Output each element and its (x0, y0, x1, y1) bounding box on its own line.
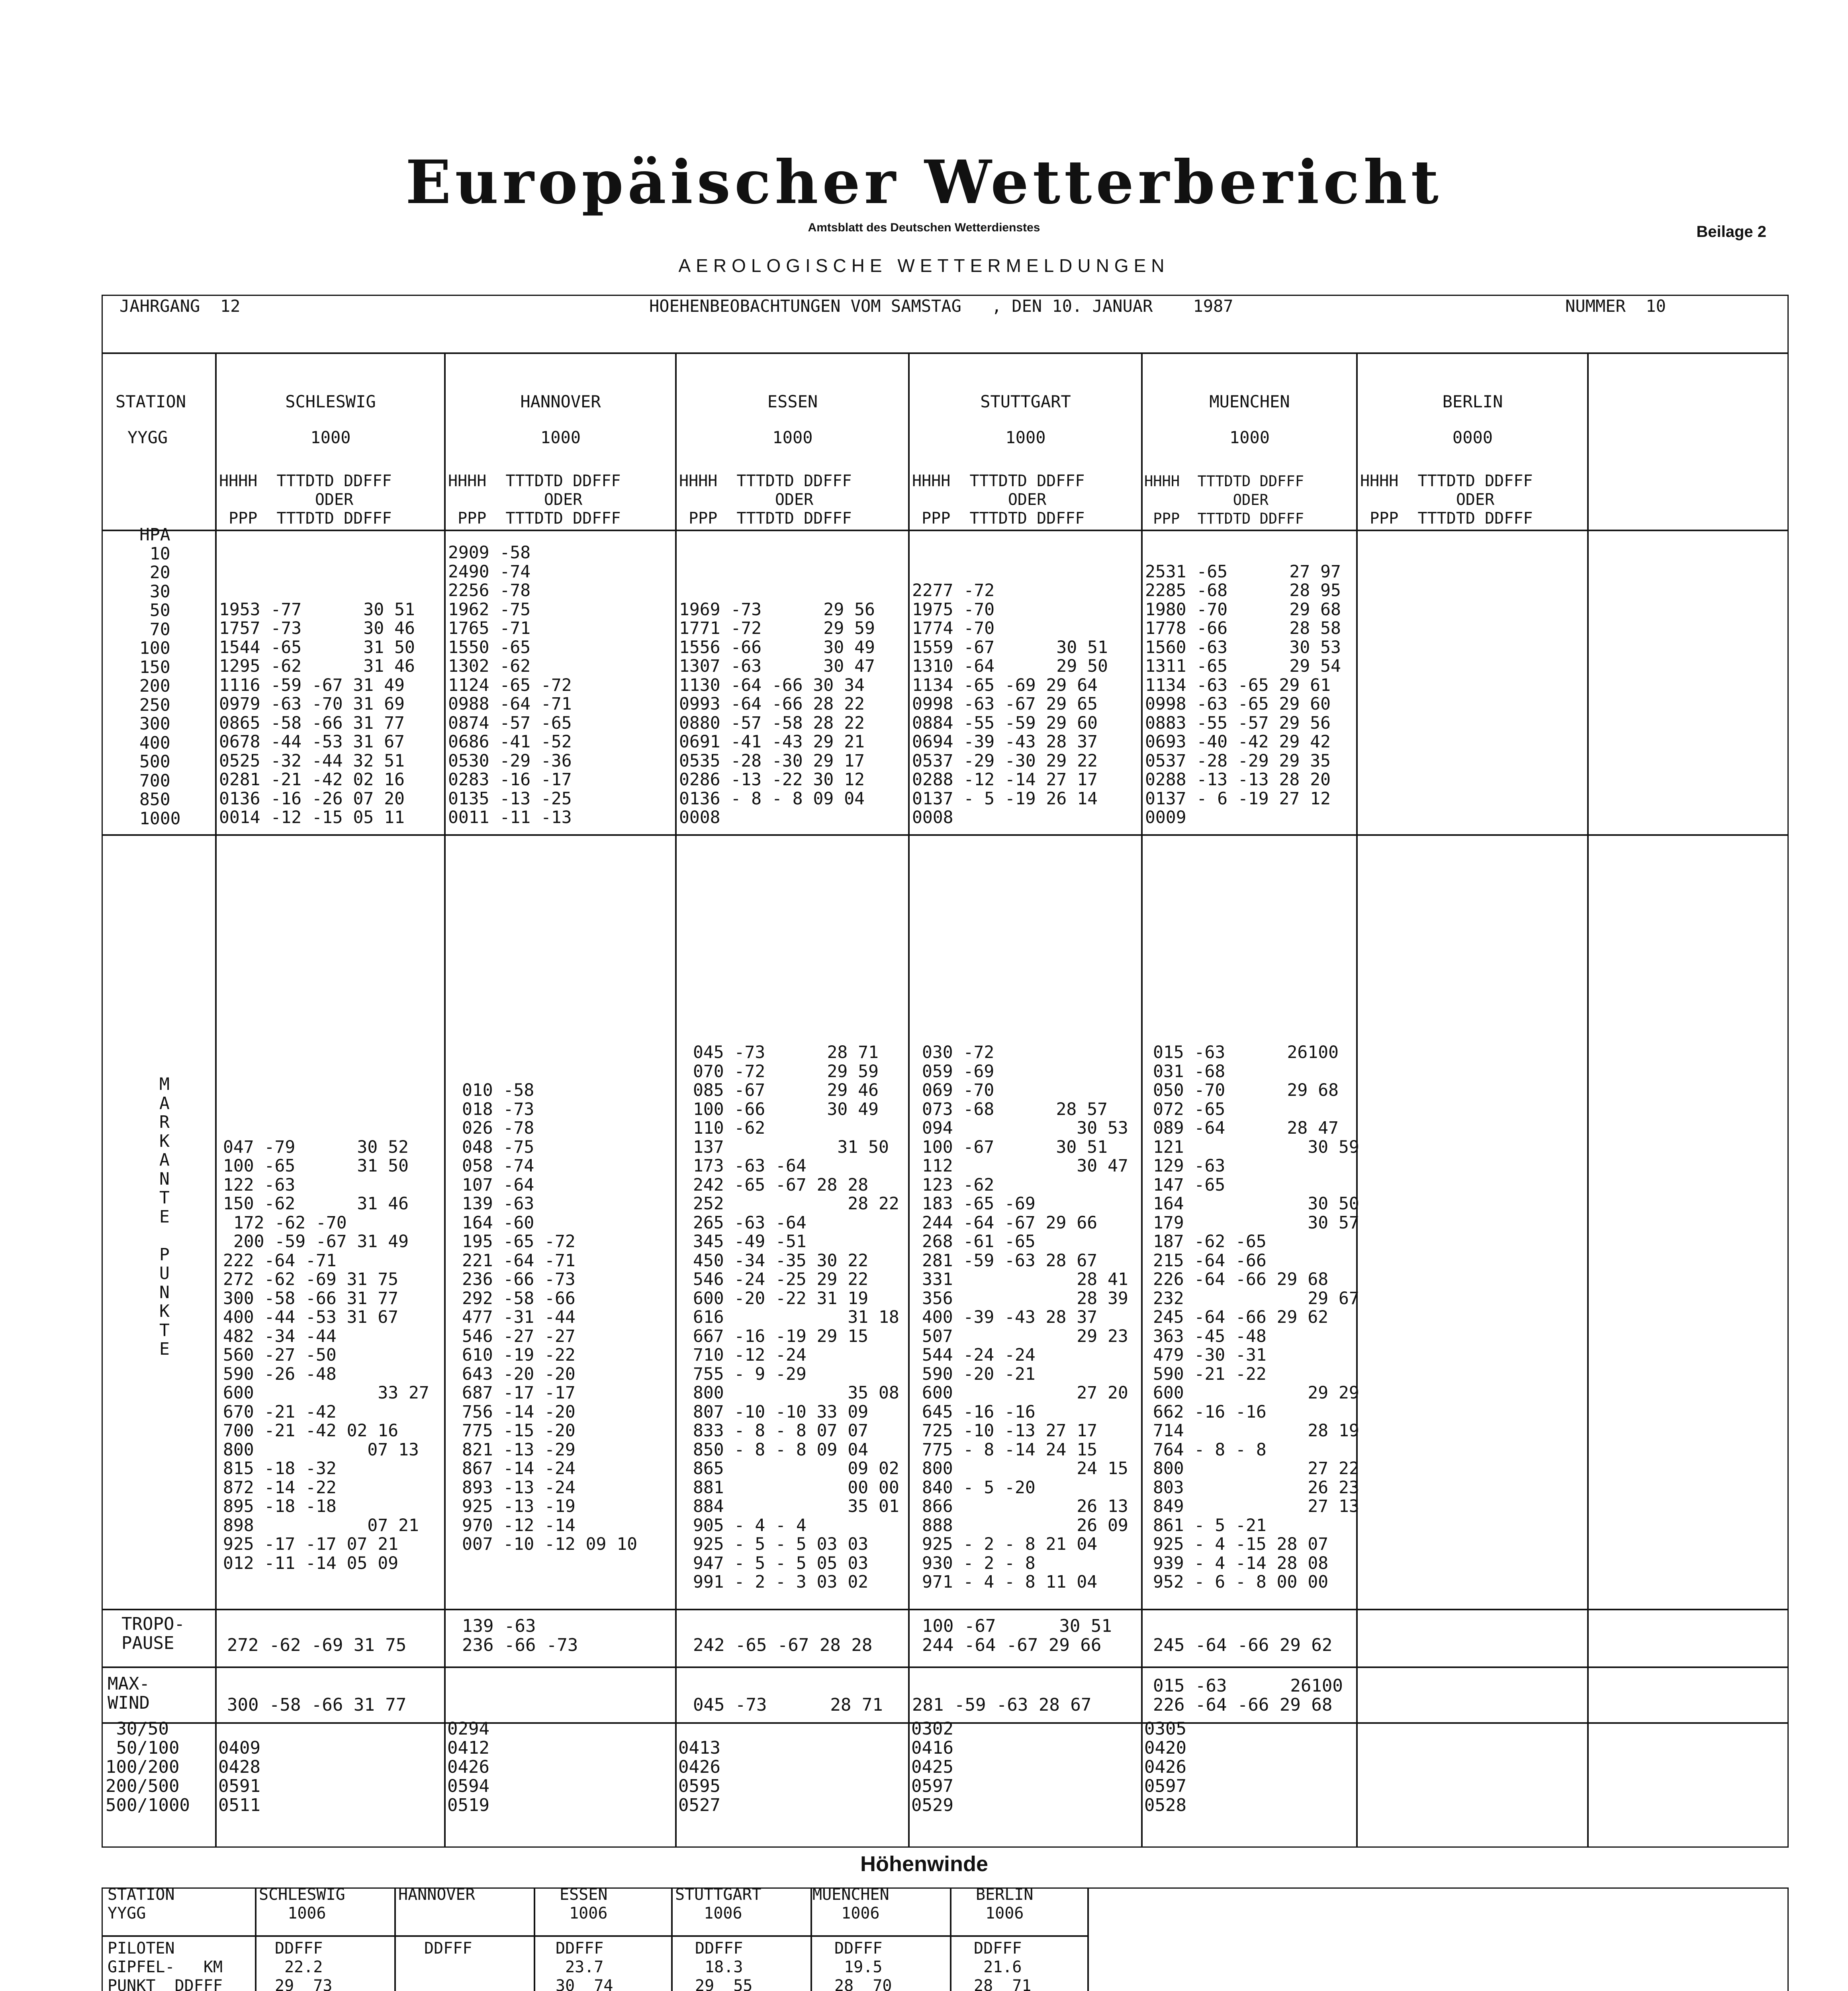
hw-station-label: STATION YYGG (108, 1885, 175, 1923)
column-header-schleswig: HHHH TTTDTD DDFFF ODER PPP TTTDTD DDFFF (219, 472, 392, 528)
hw-piloten-label: PILOTEN GIPFEL- KM PUNKT DDFFF (108, 1939, 223, 1991)
standard-levels-hannover: 2909 -58 2490 -74 2256 -78 1962 -75 1765 -71 1550 -65 1302 -62 1124 -65 -72 0988 -64 -71 0874 -57 -65 0686 -41 -52 0530 -29 -36 0283 -16 -17 0135 -13 -25 0011 -11 -13 (448, 543, 572, 827)
hw-station-stuttgart: STUTTGART 1006 (675, 1885, 762, 1923)
hw-gipfel-essen: DDFFF 23.7 30 74 (556, 1939, 613, 1991)
tropopause-schleswig: 272 -62 -69 31 75 (227, 1635, 407, 1655)
thickness-muenchen: 0305 0420 0426 0597 0528 (1144, 1719, 1186, 1815)
station-name-schleswig: SCHLESWIG (285, 392, 376, 411)
significant-points-schleswig: 047 -79 30 52 100 -65 31 50 122 -63 150 -62 31 46 172 -62 -70 200 -59 -67 31 49 222 -64 -71 272 -62 -69 31 75 300 -58 -66 31 77 400 -44 -53 31 67 482 -34 -44 560 -27 -50 590 -26 -48 600 33 27 670 -21 -42 700 -21 -42 02 16 800 07 13 815 -18 -32 872 -14 -22 895 -18 -18 898 07 21 925 -17 -17 07 21 012 -11 -14 05 09 (223, 1137, 429, 1573)
station-yygg-schleswig: 1000 (310, 428, 351, 447)
tropopause-essen: 242 -65 -67 28 28 (693, 1635, 873, 1655)
station-name-hannover: HANNOVER (520, 392, 601, 411)
hw-station-essen: ESSEN 1006 (560, 1885, 608, 1923)
tropopause-hannover: 139 -63 236 -66 -73 (462, 1616, 578, 1655)
thickness-layer-labels: 30/50 50/100 100/200 200/500 500/1000 (106, 1719, 190, 1815)
significant-points-muenchen: 015 -63 26100 031 -68 050 -70 29 68 072 -65 089 -64 28 47 121 30 59 129 -63 147 -65 164 30 50 179 30 57 187 -62 -65 215 -64 -66 226 -64 -66 29 68 232 29 67 245 -64 -66 29 62 363 -45 -48 479 -30 -31 590 -21 -22 600 29 29 662 -16 -16 714 28 19 764 - 8 - 8 800 27 22 803 26 23 849 27 13 861 - 5 -21 925 - 4 -15 28 07 939 - 4 -14 28 08 952 - 6 - 8 00 00 (1153, 1042, 1359, 1592)
significant-points-hannover: 010 -58 018 -73 026 -78 048 -75 058 -74 107 -64 139 -63 164 -60 195 -65 -72 221 -64 -71 236 -66 -73 292 -58 -66 477 -31 -44 546 -27 -27 610 -19 -22 643 -20 -20 687 -17 -17 756 -14 -20 775 -15 -20 821 -13 -29 867 -14 -24 893 -13 -24 925 -13 -19 970 -12 -14 007 -10 -12 09 10 (462, 1080, 638, 1554)
hw-station-berlin: BERLIN 1006 (976, 1885, 1034, 1923)
maxwind-label: MAX- WIND (108, 1674, 150, 1713)
section-title: AEROLOGISCHE WETTERMELDUNGEN (678, 255, 1170, 276)
column-header-essen: HHHH TTTDTD DDFFF ODER PPP TTTDTD DDFFF (679, 472, 852, 528)
station-name-essen: ESSEN (767, 392, 818, 411)
hw-station-schleswig: SCHLESWIG 1006 (259, 1885, 345, 1923)
issue-number: NUMMER 10 (1565, 296, 1666, 316)
station-yygg-hannover: 1000 (540, 428, 581, 447)
tropopause-stuttgart: 100 -67 30 51 244 -64 -67 29 66 (922, 1616, 1112, 1655)
hw-station-hannover: HANNOVER (398, 1885, 475, 1904)
standard-levels-muenchen: 2531 -65 27 97 2285 -68 28 95 1980 -70 29 68 1778 -66 28 58 1560 -63 30 53 1311 -65 29 54 1134 -63 -65 29 61 0998 -63 -65 29 60 0883 -55 -57 29 56 0693 -40 -42 29 42 0537 -28 -29 29 35 0288 -13 -13 28 20 0137 - 6 -19 27 12 0009 (1145, 561, 1341, 827)
maxwind-muenchen: 015 -63 26100 226 -64 -66 29 68 (1153, 1676, 1343, 1715)
thickness-schleswig: 0409 0428 0591 0511 (218, 1738, 260, 1815)
page-subtitle: Amtsblatt des Deutschen Wetterdienstes (808, 221, 1040, 234)
maxwind-stuttgart: 281 -59 -63 28 67 (912, 1695, 1092, 1715)
station-yygg-muenchen: 1000 (1229, 428, 1270, 447)
station-yygg-essen: 1000 (772, 428, 813, 447)
column-header-berlin: HHHH TTTDTD DDFFF ODER PPP TTTDTD DDFFF (1360, 472, 1533, 528)
hw-gipfel-schleswig: DDFFF 22.2 29 73 (275, 1939, 333, 1991)
page-title: Europäischer Wetterbericht (405, 147, 1443, 217)
thickness-stuttgart: 0302 0416 0425 0597 0529 (911, 1719, 953, 1815)
column-header-stuttgart: HHHH TTTDTD DDFFF ODER PPP TTTDTD DDFFF (912, 472, 1085, 528)
significant-points-stuttgart: 030 -72 059 -69 069 -70 073 -68 28 57 094 30 53 100 -67 30 51 112 30 47 123 -62 183 -65 -69 244 -64 -67 29 66 268 -61 -65 281 -59 -63 28 67 331 28 41 356 28 39 400 -39 -43 28 37 507 29 23 544 -24 -24 590 -20 -21 600 27 20 645 -16 -16 725 -10 -13 27 17 775 - 8 -14 24 15 800 24 15 840 - 5 -20 866 26 13 888 26 09 925 - 2 - 8 21 04 930 - 2 - 8 971 - 4 - 8 11 04 (922, 1042, 1128, 1592)
standard-levels-stuttgart: 2277 -72 1975 -70 1774 -70 1559 -67 30 51 1310 -64 29 50 1134 -65 -69 29 64 0998 -63 -67 29 65 0884 -55 -59 29 60 0694 -39 -43 28 37 0537 -29 -30 29 22 0288 -12 -14 27 17 0137 - 5 -19 26 14 0008 (912, 581, 1108, 827)
hw-gipfel-hannover: DDFFF (424, 1939, 472, 1958)
station-label: STATION (116, 392, 186, 411)
column-header-hannover: HHHH TTTDTD DDFFF ODER PPP TTTDTD DDFFF (448, 472, 621, 528)
station-name-berlin: BERLIN (1442, 392, 1503, 411)
significant-points-essen: 045 -73 28 71 070 -72 29 59 085 -67 29 46 100 -66 30 49 110 -62 137 31 50 173 -63 -64 242 -65 -67 28 28 252 28 22 265 -63 -64 345 -49 -51 450 -34 -35 30 22 546 -24 -25 29 22 600 -20 -22 31 19 616 31 18 667 -16 -19 29 15 710 -12 -24 755 - 9 -29 800 35 08 807 -10 -10 33 09 833 - 8 - 8 07 07 850 - 8 - 8 09 04 865 09 02 881 00 00 884 35 01 905 - 4 - 4 925 - 5 - 5 03 03 947 - 5 - 5 05 03 991 - 2 - 3 03 02 (693, 1042, 899, 1592)
maxwind-schleswig: 300 -58 -66 31 77 (227, 1695, 407, 1715)
hoehenwinde-title: Höhenwinde (860, 1852, 988, 1876)
tropopause-muenchen: 245 -64 -66 29 62 (1153, 1635, 1333, 1655)
station-name-stuttgart: STUTTGART (980, 392, 1071, 411)
station-yygg-stuttgart: 1000 (1005, 428, 1046, 447)
hw-gipfel-stuttgart: DDFFF 18.3 29 55 (695, 1939, 753, 1991)
jahrgang-label: JAHRGANG 12 (119, 296, 241, 316)
station-name-muenchen: MUENCHEN (1209, 392, 1290, 411)
markante-punkte-label: M A R K A N T E P U N K T E (159, 1074, 170, 1359)
column-header-muenchen: HHHH TTTDTD DDFFF ODER PPP TTTDTD DDFFF (1144, 473, 1304, 527)
hw-gipfel-berlin: DDFFF 21.6 28 71 (974, 1939, 1032, 1991)
hw-gipfel-muenchen: DDFFF 19.5 28 70 (834, 1939, 892, 1991)
tropopause-label: TROPO- PAUSE (121, 1614, 185, 1653)
observation-date: HOEHENBEOBACHTUNGEN VOM SAMSTAG , DEN 10. JANUAR 1987 (649, 296, 1233, 316)
maxwind-essen: 045 -73 28 71 (693, 1695, 883, 1715)
thickness-essen: 0413 0426 0595 0527 (678, 1738, 720, 1815)
hw-station-muenchen: MUENCHEN 1006 (812, 1885, 889, 1923)
hoehenwinde-table (102, 1887, 1789, 1991)
thickness-hannover: 0294 0412 0426 0594 0519 (447, 1719, 489, 1815)
yygg-label: YYGG (127, 428, 168, 447)
hpa-level-labels: HPA 10 20 30 50 70 100 150 200 250 300 400 500 700 850 1000 (139, 525, 181, 829)
standard-levels-essen: 1969 -73 29 56 1771 -72 29 59 1556 -66 30 49 1307 -63 30 47 1130 -64 -66 30 34 0993 -64 -66 28 22 0880 -57 -58 28 22 0691 -41 -43 29 21 0535 -28 -30 29 17 0286 -13 -22 30 12 0136 - 8 - 8 09 04 0008 (679, 599, 875, 827)
beilage-label: Beilage 2 (1696, 223, 1766, 241)
standard-levels-schleswig: 1953 -77 30 51 1757 -73 30 46 1544 -65 31 50 1295 -62 31 46 1116 -59 -67 31 49 0979 -63 -70 31 69 0865 -58 -66 31 77 0678 -44 -53 31 67 0525 -32 -44 32 51 0281 -21 -42 02 16 0136 -16 -26 07 20 0014 -12 -15 05 11 (219, 599, 415, 827)
station-yygg-berlin: 0000 (1452, 428, 1493, 447)
